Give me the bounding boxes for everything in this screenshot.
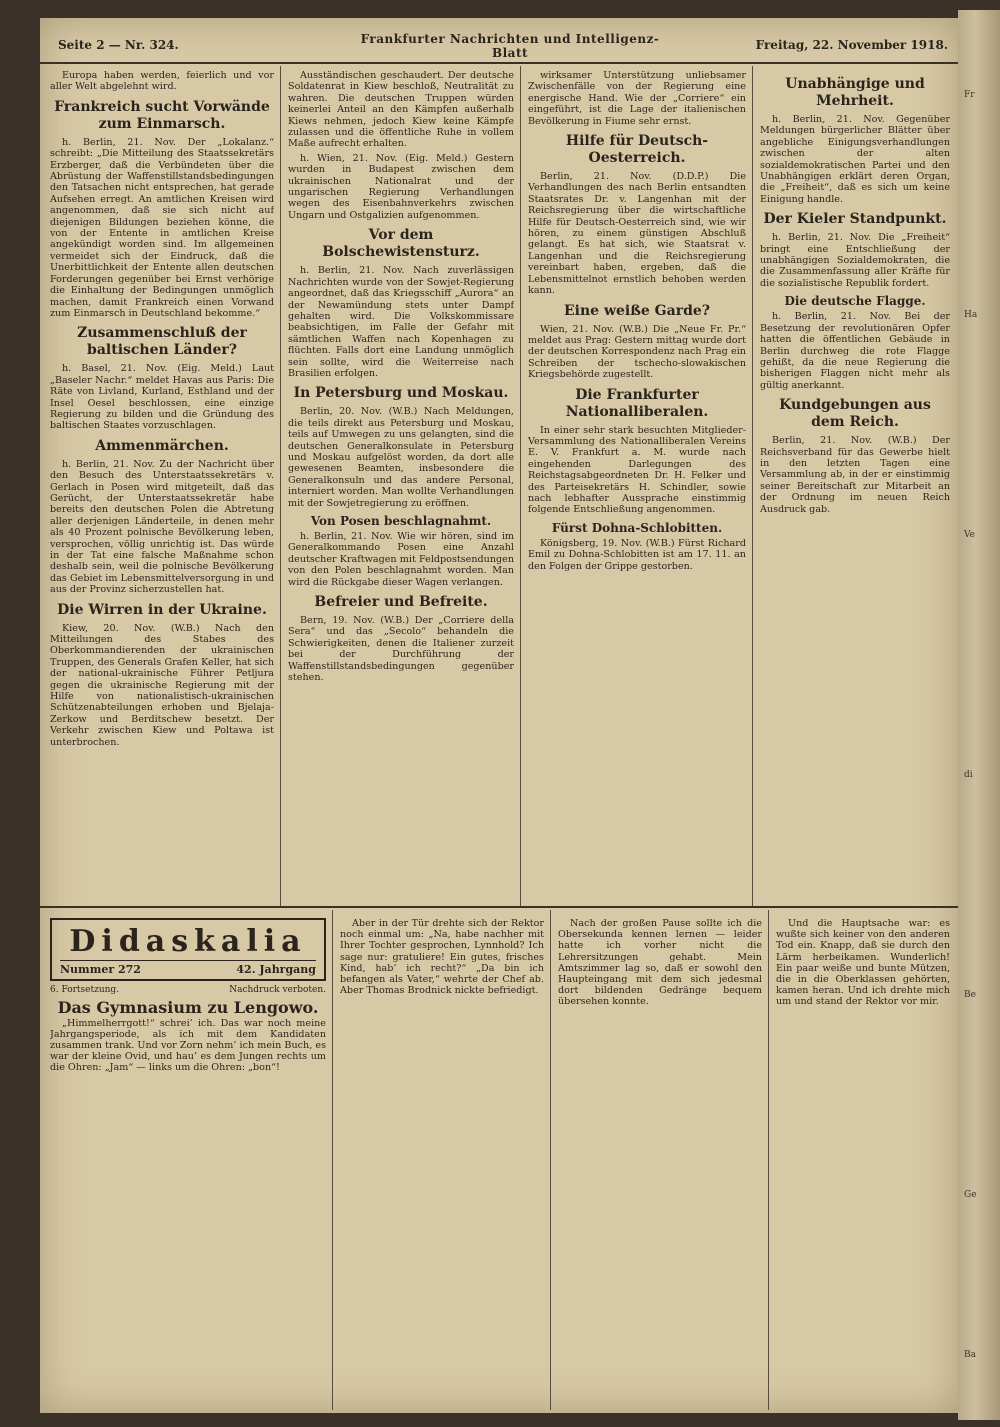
article-text: wirksamer Unterstützung unliebsamer Zwischenfälle von der Regierung eine energische Hand. Wie der „Corriere“ ein eingeführt, ist die Lage der italienischen Bevölkerung in Fiume sehr ernst.: [528, 70, 746, 127]
novel-text: Nach der großen Pause sollte ich die Obersekunda kennen lernen — leider hatte ich vorher nicht die Lehrersitzungen gehabt. Mein Amtszimmer lag so, daß er sowohl den Haupteingang mit dem sich jedesmal dort bildenden Gedränge bequem übersehen konnte.: [558, 918, 762, 1008]
novel-title: Das Gymnasium zu Lengowo.: [57, 998, 319, 1018]
article-headline: Fürst Dohna-Schlobitten.: [551, 520, 723, 535]
article-text: h. Berlin, 21. Nov. Bei der Besetzung der revolutionären Opfer hatten die öffentlichen Gebäude in Berlin durchweg die rote Flagge gehißt, da die neue Regierung die bisherigen Flaggen nicht mehr als gültig anerkannt.: [760, 311, 950, 391]
edge-fragment: Be: [964, 990, 976, 1000]
article-text: Berlin, 21. Nov. (W.B.) Der Reichsverband für das Gewerbe hielt in den letzten Tagen eine Versammlung ab, in der er einstimmig seiner Bereitschaft zur Mitarbeit an der Ordnung im neuen Reich Ausdruck gab.: [760, 435, 950, 515]
article-headline: Befreier und Befreite.: [314, 594, 488, 611]
article-column-2: [288, 70, 514, 900]
article-headline: Unabhängige und Mehrheit.: [785, 76, 925, 109]
didaskalia-header: [50, 918, 326, 981]
column-rule: [520, 66, 521, 906]
feuilleton-column-1: [50, 918, 326, 1408]
reprint-notice: Nachdruck verboten.: [229, 985, 326, 996]
article-text: h. Basel, 21. Nov. (Eig. Meld.) Laut „Baseler Nachr.“ meldet Havas aus Paris: Die Räte von Livland, Kurland, Esthland und der Insel Oesel beschlossen, eine einzige Regierung zu bilden und die Gründung des baltischen Staates vorzuschlagen.: [50, 363, 274, 432]
article-text: h. Berlin, 21. Nov. Gegenüber Meldungen bürgerlicher Blätter über angebliche Einigungsverhandlungen zwischen der alten sozialdemokratischen Partei und den Unabhängigen erklärt deren Organ, die „Freiheit“, daß es sich um keine Einigung handle.: [760, 114, 950, 205]
column-rule: [280, 66, 281, 906]
article-headline: Eine weiße Garde?: [564, 302, 710, 319]
edge-fragment: Ba: [964, 1350, 976, 1360]
novel-text: Und die Hauptsache war: es wußte sich keiner von den anderen Tod ein. Knapp, daß sie durch den Lärm herbeikamen. Wunderlich! Ein paar weiße und bunte Mützen, die in die Oberklassen gehörten, kamen heran. Und ich drehte mich um und stand der Rektor vor mir.: [776, 918, 950, 1008]
article-text: Berlin, 21. Nov. (D.D.P.) Die Verhandlungen des nach Berlin entsandten Staatsrates Dr. v. Langenhan mit der Reichsregierung über die wirtschaftliche Hilfe für Deutsch-Oesterreich sind, wie wir hören, zu einem günstigen Abschluß gelangt. Es hat sich, wie Staatsrat v. Langenhan und die Reichsregierung vereinbart haben, ergeben, daß die Lebensmittelnot ernstlich behoben werden kann.: [528, 171, 746, 297]
article-headline: Kundgebungen aus dem Reich.: [779, 397, 931, 431]
article-headline: Vor dem Bolschewistensturz.: [322, 227, 480, 261]
article-text: Kiew, 20. Nov. (W.B.) Nach den Mitteilungen des Stabes des Oberkommandierenden der ukrainischen Truppen, des Generals Grafen Keller, hat sich der national-ukrainische Führer Petljura gegen die ukrainische Regierung mit der Hilfe von nationalistisch-ukrainischen Schützenabteilungen erhoben und Bjelaja-Zerkow und Berditschew besetzt. Der Verkehr zwischen Kiew und Poltawa ist unterbrochen.: [50, 622, 274, 748]
column-rule: [332, 910, 333, 1410]
novel-text: Aber in der Tür drehte sich der Rektor noch einmal um: „Na, habe nachher mit Ihrer Tochter gesprochen, Lynnhold? Ich sage nur: gratuliere! Ein gutes, frisches Kind, hab’ ich recht?“ „Da bin ich befangen als Vater,“ wehrte der Chef ab. Aber Thomas Brodnick nickte befriedigt.: [340, 918, 544, 997]
column-rule: [768, 910, 769, 1410]
edge-fragment: Ge: [964, 1190, 977, 1200]
edge-fragment: di: [964, 770, 973, 780]
article-headline: Zusammenschluß der baltischen Länder?: [77, 325, 247, 359]
volume-year: 42. Jahrgang: [236, 963, 316, 976]
column-rule: [752, 66, 753, 906]
article-headline: Hilfe für Deutsch-Oesterreich.: [565, 133, 709, 167]
edge-fragment: Fr: [964, 90, 975, 100]
article-text: Bern, 19. Nov. (W.B.) Der „Corriere della Sera“ und das „Secolo“ behandeln die Schwierigkeiten, denen die Italiener zurzeit bei der Durchführung der Waffenstillstandsbedingungen gegenüber stehen.: [288, 615, 514, 684]
article-text: Ausständischen geschaudert. Der deutsche Soldatenrat in Kiew beschloß, Neutralität zu wahren. Die deutschen Truppen würden keinerlei Anteil an den Kämpfen außerhalb Kiews nehmen, jedoch Kiew keine Kämpfe zulassen und die öffentliche Ruhe in vollem Maße aufrecht erhalten.: [288, 70, 514, 150]
newspaper-title: Frankfurter Nachrichten und Intelligenz-Blatt: [360, 32, 660, 60]
article-text: h. Wien, 21. Nov. (Eig. Meld.) Gestern wurden in Budapest zwischen dem ukrainischen Nationalrat und der ungarischen Regierung Verhandlungen wegen des Eisenbahnverkehrs zwischen Ungarn und Ostgalizien aufgenommen.: [288, 152, 514, 221]
novel-text: „Himmelherrgott!“ schrei’ ich. Das war noch meine Jahrgangsperiode, als ich mit dem Kandidaten zusammen trank. Und vor Zorn nehm’ ich mein Buch, es war der kleine Ovid, und hau’ es dem Jungen rechts um die Ohren: „Jam“ — links um die Ohren: „bon“!: [50, 1017, 326, 1074]
section-divider: [40, 906, 958, 908]
article-text: In einer sehr stark besuchten Mitglieder-Versammlung des Nationalliberalen Vereins E. V. Frankfurt a. M. wurde nach eingehenden Darlegungen des Reichstagsabgeordneten Dr. H. Felker und des Parteisekretärs H. Schindler, sowie nach lebhafter Aussprache einstimmig folgende Entschließung angenommen.: [528, 424, 746, 516]
article-text: Wien, 21. Nov. (W.B.) Die „Neue Fr. Pr.“ meldet aus Prag: Gestern mittag wurde dort der deutschen Korrespondenz nach Prag ein Schreiben der tschecho-slowakischen Kriegsbehörde zugestellt.: [528, 323, 746, 381]
article-column-3: [528, 70, 746, 900]
article-column-4: [760, 70, 950, 900]
article-text: Europa haben werden, feierlich und vor aller Welt abgelehnt wird.: [50, 70, 274, 93]
newspaper-page: [40, 18, 958, 1413]
article-text: h. Berlin, 21. Nov. Der „Lokalanz.“ schreibt: „Die Mitteilung des Staatssekretärs Erzberger, daß die Verbündeten über die Abrüstung der Waffenstillstandsbedingungen den Tatsachen nicht entsprechen, hat gerade Aufsehen erregt. An amtlichen Kreisen wird angenommen, daß sie sich nicht auf diejenigen Bildungen beziehen könne, die von der Entente in amtlichen Kreise angekündigt worden sind. Im allgemeinen vermeidet sich der Eindruck, daß die Unerbittlichkeit der Entente allen deutschen Forderungen gegenüber bei Ernst verhörige die Einhaltung der Bedingungen unmöglich machen, damit Frankreich einen Vorwand zum Einmarsch in Deutschland bekomme.“: [50, 136, 274, 319]
feuilleton-column-2: [340, 918, 544, 1408]
article-text: Berlin, 20. Nov. (W.B.) Nach Meldungen, die teils direkt aus Petersburg und Moskau, teils auf Umwegen zu uns gelangten, sind die deutschen Generalkonsulate in Petersburg und Moskau aufgelöst worden, da dort alle gewesenen Beamten, insbesondere die Generalkonsuln und das andere Personal, interniert worden. Man wollte Verhandlungen mit der Sowjetregierung zu eröffnen.: [288, 406, 514, 509]
continuation-label: 6. Fortsetzung.: [50, 985, 120, 996]
article-headline: Die Frankfurter Nationalliberalen.: [565, 386, 709, 420]
serial-meta: [50, 985, 326, 996]
edge-fragment: Ha: [964, 310, 978, 320]
article-headline: Ammenmärchen.: [95, 437, 229, 454]
issue-date: Freitag, 22. November 1918.: [755, 38, 948, 52]
column-rule: [550, 910, 551, 1410]
article-text: h. Berlin, 21. Nov. Zu der Nachricht über den Besuch des Unterstaatssekretärs v. Gerlach in Posen wird mitgeteilt, daß das Gerücht, der Unterstaatssekretär habe bereits den deutschen Polen die Abtretung aller derjenigen Länderteile, in denen mehr als 40 Prozent polnische Bevölkerung leben, versprochen, völlig unrichtig ist. Das würde in der Tat eine falsche Maßnahme schon deshalb sein, weil die polnische Bevölkerung das Gebiet im Lebensmittelversorgung in und aus der Provinz sicherzustellen hat.: [50, 458, 274, 596]
article-text: Königsberg, 19. Nov. (W.B.) Fürst Richard Emil zu Dohna-Schlobitten ist am 17. 11. an den Folgen der Grippe gestorben.: [528, 537, 746, 572]
article-headline: In Petersburg und Moskau.: [293, 385, 509, 402]
page-number: Seite 2 — Nr. 324.: [58, 38, 179, 52]
article-text: h. Berlin, 21. Nov. Die „Freiheit“ bringt eine Entschließung der unabhängigen Sozialdemokraten, die die Zusammenfassung aller Kräfte für die sozialistische Republik fordert.: [760, 232, 950, 289]
article-headline: Die Wirren in der Ukraine.: [57, 601, 267, 618]
issue-number: Nummer 272: [60, 963, 141, 976]
feuilleton-title: Didaskalia: [69, 924, 307, 959]
masthead: [40, 18, 958, 64]
article-headline: Der Kieler Standpunkt.: [763, 211, 947, 228]
edge-fragment: Ve: [964, 530, 975, 540]
feuilleton-column-4: [776, 918, 950, 1408]
article-text: h. Berlin, 21. Nov. Nach zuverlässigen Nachrichten wurde von der Sowjet-Regierung angeordnet, daß das Kriegsschiff „Aurora“ an der Newamündung stets unter Dampf gehalten wird. Die Volkskommissare beabsichtigen, im Falle der Gefahr mit sämtlichen Waffen nach Kopenhagen zu flüchten. Falls dort eine Landung unmöglich sein sollte, wird die Weiterreise nach Brasilien erfolgen.: [288, 265, 514, 379]
article-headline: Frankreich sucht Vorwände zum Einmarsch.: [54, 98, 270, 132]
adjacent-page-edge: [958, 10, 1000, 1420]
article-headline: Von Posen beschlagnahmt.: [310, 514, 492, 528]
feuilleton-meta: [60, 960, 316, 975]
feuilleton-column-3: [558, 918, 762, 1408]
article-headline: Die deutsche Flagge.: [784, 294, 926, 309]
article-text: h. Berlin, 21. Nov. Wie wir hören, sind im Generalkommando Posen eine Anzahl deutscher Kraftwagen mit Feldpostsendungen von den Polen beschlagnahmt worden. Man wird die Rückgabe dieser Wagen verlangen.: [288, 531, 514, 588]
article-column-1: [50, 70, 274, 900]
